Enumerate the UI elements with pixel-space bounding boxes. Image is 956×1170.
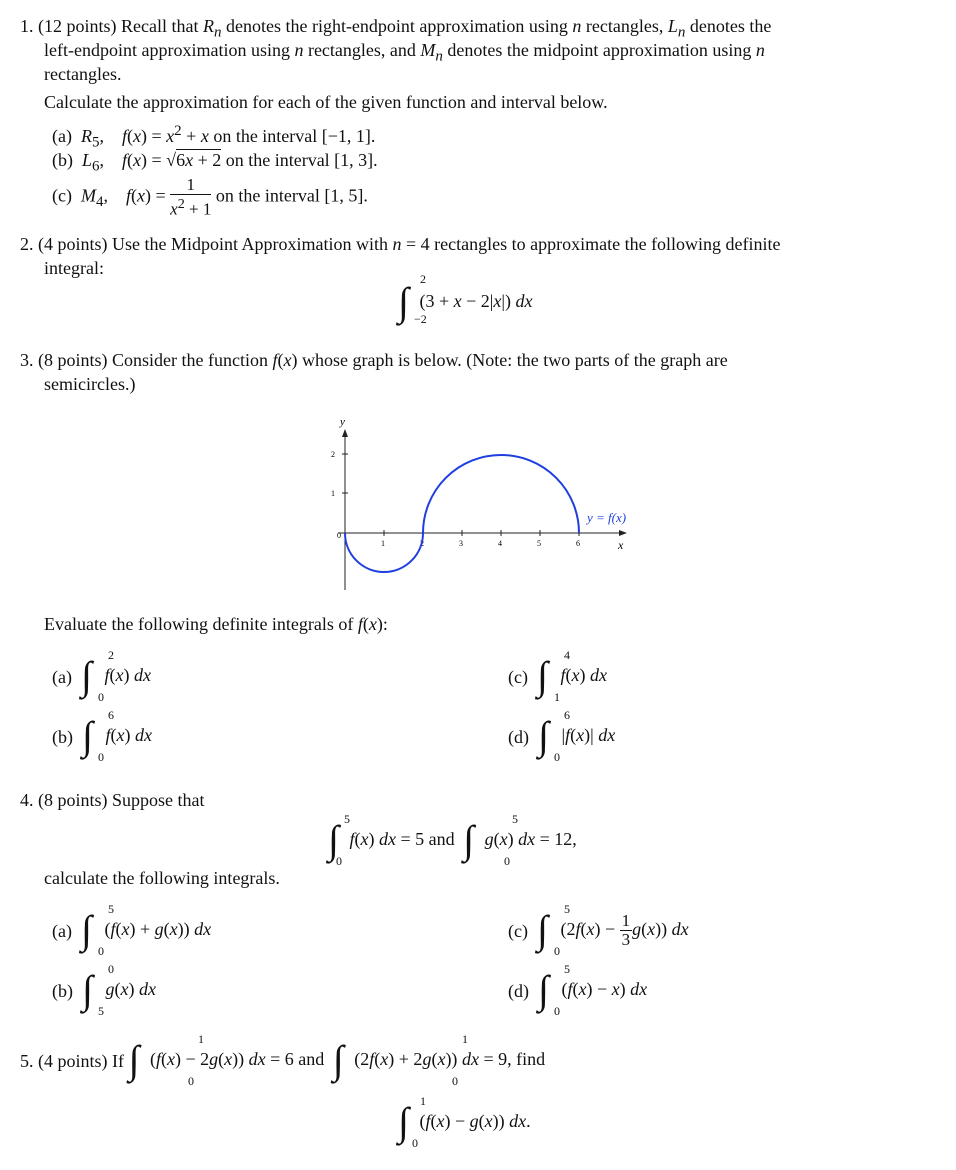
problem-3d: (d) ∫ 6 0 |f(x)| dx bbox=[508, 708, 616, 764]
problem-1a: (a) $R_5$, $f(x) = x^2 + x$ on the interval [−1, 1]. bbox=[52, 123, 376, 151]
problem-4a: (a) ∫ 5 0 (f(x) + g(x)) dx bbox=[52, 902, 212, 958]
x-tick-2: 2 bbox=[420, 539, 424, 548]
problem-3-text-line2: semicircles.) bbox=[44, 374, 136, 394]
problem-1-intro-line3: rectangles. bbox=[44, 64, 122, 84]
problem-2-integral: ∫ 2 −2 (3 + x − 2|x|) dx bbox=[398, 272, 533, 326]
problem-1b: (b) $L_6$, f(x) = √6x + 2 on the interval [1, 3]. bbox=[52, 150, 378, 175]
curve-label: y = f(x) bbox=[587, 510, 627, 525]
problem-5-target: ∫ 1 0 (f(x) − g(x)) dx. bbox=[398, 1094, 531, 1150]
problem-4-text: 4. (8 points) Suppose that bbox=[20, 790, 205, 810]
problem-4-calc: calculate the following integrals. bbox=[44, 868, 280, 888]
x-axis-arrow bbox=[619, 530, 627, 536]
problem-3a: (a) ∫ 2 0 f(x) dx bbox=[52, 648, 151, 704]
problem-5-text: 5. (4 points) If ∫ 1 0 (f(x) − 2g(x)) dx = 6 and ∫ 1 0 (2f(x) + 2g(x)) dx = 9, find bbox=[20, 1032, 546, 1088]
x-tick-5: 5 bbox=[537, 539, 541, 548]
problem-4-given: ∫ 5 0 f(x) dx = 5 and ∫ 5 0 g(x) dx = 12, bbox=[328, 812, 577, 868]
x-tick-4: 4 bbox=[498, 539, 502, 548]
problem-1-intro-line2: left-endpoint approximation using n rectangles, and $M_n$ denotes the midpoint approximation using n bbox=[44, 40, 765, 65]
problem-4c: (c) ∫ 5 0 (2f(x) − $\frac{1}{3}$ g(x)) dx bbox=[508, 902, 689, 958]
origin-label: 0 bbox=[337, 531, 341, 540]
problem-3c: (c) ∫ 4 1 f(x) dx bbox=[508, 648, 607, 704]
y-tick-2: 2 bbox=[331, 450, 335, 459]
y-axis-label: y bbox=[340, 416, 345, 428]
function-curve bbox=[345, 455, 579, 572]
problem-4d: (d) ∫ 5 0 (f(x) − x) dx bbox=[508, 962, 648, 1018]
problem-1c: (c) $M_4$, f(x) = $\frac{1}{x^2 + 1}$ on the interval [1, 5]. bbox=[52, 175, 368, 219]
x-tick-1: 1 bbox=[381, 539, 385, 548]
problem-3-text: 3. (8 points) Consider the function f(x) whose graph is below. (Note: the two parts of the graph are bbox=[20, 350, 728, 370]
problem-3-evaluate: Evaluate the following definite integrals of f(x): bbox=[44, 614, 388, 634]
problem-4b: (b) ∫ 0 5 g(x) dx bbox=[52, 962, 156, 1018]
x-axis-label: x bbox=[618, 538, 624, 552]
problem-1-intro: 1. (12 points) Recall that $R_n$ denotes the right-endpoint approximation using n rectangles, $L_n$ denotes the bbox=[20, 16, 772, 41]
x-tick-3: 3 bbox=[459, 539, 463, 548]
problem-1-instruction: Calculate the approximation for each of the given function and interval below. bbox=[44, 92, 608, 112]
problem-2-text: 2. (4 points) Use the Midpoint Approximation with n = 4 rectangles to approximate the following definite bbox=[20, 234, 781, 254]
problem-2-text-line2: integral: bbox=[44, 258, 104, 278]
x-tick-6: 6 bbox=[576, 539, 580, 548]
problem-3b: (b) ∫ 6 0 f(x) dx bbox=[52, 708, 152, 764]
function-graph bbox=[300, 405, 680, 605]
y-axis-arrow bbox=[342, 429, 348, 437]
y-tick-1: 1 bbox=[331, 489, 335, 498]
